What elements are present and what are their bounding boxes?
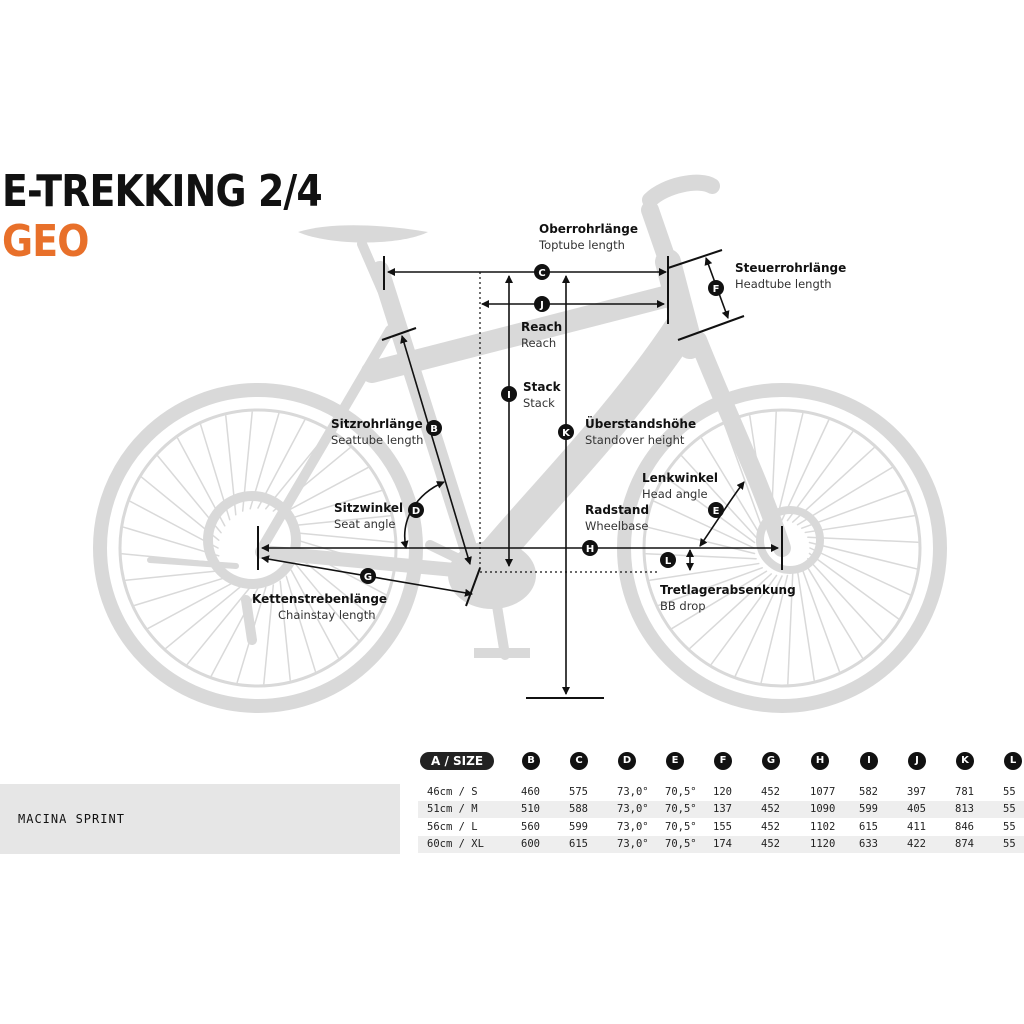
value-cell-e: 70,5° (665, 821, 697, 833)
column-header-g: G (762, 752, 780, 770)
fork (698, 340, 782, 548)
size-cell: 60cm / XL (427, 838, 484, 850)
marker-g (360, 568, 376, 584)
value-cell-e: 70,5° (665, 786, 697, 798)
value-cell-i: 599 (859, 803, 878, 815)
value-cell-k: 846 (955, 821, 974, 833)
value-cell-k: 781 (955, 786, 974, 798)
marker-c (534, 264, 550, 280)
value-cell-l: 55 (1003, 786, 1016, 798)
label-toptube: Oberrohrlänge Toptube length (539, 222, 638, 252)
marker-b (426, 420, 442, 436)
svg-text:E: E (712, 506, 720, 517)
value-cell-j: 405 (907, 803, 926, 815)
value-cell-i: 615 (859, 821, 878, 833)
value-cell-f: 120 (713, 786, 732, 798)
value-cell-h: 1120 (810, 838, 836, 850)
column-header-f: F (714, 752, 732, 770)
page-subtitle: GEO (2, 216, 89, 267)
marker-f (708, 280, 724, 296)
label-reach: Reach Reach (521, 320, 563, 350)
value-cell-b: 560 (521, 821, 540, 833)
value-cell-j: 397 (907, 786, 926, 798)
value-cell-g: 452 (761, 786, 780, 798)
svg-text:D: D (411, 506, 421, 517)
value-cell-g: 452 (761, 838, 780, 850)
value-cell-k: 874 (955, 838, 974, 850)
value-cell-c: 615 (569, 838, 588, 850)
svg-text:B: B (430, 424, 438, 435)
value-cell-j: 411 (907, 821, 926, 833)
value-cell-l: 55 (1003, 838, 1016, 850)
svg-text:C: C (538, 268, 546, 279)
svg-text:G: G (363, 572, 373, 583)
value-cell-g: 452 (761, 803, 780, 815)
value-cell-e: 70,5° (665, 803, 697, 815)
column-header-i: I (860, 752, 878, 770)
column-header-e: E (666, 752, 684, 770)
svg-text:K: K (562, 428, 570, 439)
value-cell-k: 813 (955, 803, 974, 815)
value-cell-c: 575 (569, 786, 588, 798)
value-cell-b: 510 (521, 803, 540, 815)
label-stack: Stack Stack (523, 380, 561, 410)
model-name: MACINA SPRINT (18, 812, 125, 826)
page-title: E-TREKKING 2/4 (2, 166, 322, 217)
label-seattube: Sitzrohrlänge Seattube length (331, 417, 424, 447)
column-header-l: L (1004, 752, 1022, 770)
size-column-header: A / SIZE (420, 752, 494, 770)
value-cell-j: 422 (907, 838, 926, 850)
marker-i (501, 386, 517, 402)
label-seatangle: Sitzwinkel Seat angle (334, 501, 404, 531)
label-standover: Überstandshöhe Standover height (585, 417, 697, 447)
value-cell-h: 1090 (810, 803, 836, 815)
size-cell: 56cm / L (427, 821, 478, 833)
value-cell-h: 1077 (810, 786, 836, 798)
column-header-d: D (618, 752, 636, 770)
value-cell-b: 600 (521, 838, 540, 850)
marker-l (660, 552, 676, 568)
value-cell-h: 1102 (810, 821, 836, 833)
value-cell-l: 55 (1003, 821, 1016, 833)
value-cell-e: 70,5° (665, 838, 697, 850)
label-headangle: Lenkwinkel Head angle (642, 471, 718, 501)
label-headtube: Steuerrohrlänge Headtube length (735, 261, 847, 291)
label-wheelbase: Radstand Wheelbase (585, 503, 650, 533)
column-header-c: C (570, 752, 588, 770)
label-bbdrop: Tretlagerabsenkung BB drop (660, 583, 796, 613)
size-cell: 46cm / S (427, 786, 478, 798)
value-cell-c: 588 (569, 803, 588, 815)
value-cell-i: 582 (859, 786, 878, 798)
value-cell-d: 73,0° (617, 838, 649, 850)
marker-e (708, 502, 724, 518)
value-cell-c: 599 (569, 821, 588, 833)
value-cell-f: 137 (713, 803, 732, 815)
label-chainstay: Kettenstrebenlänge Chainstay length (252, 592, 388, 622)
value-cell-d: 73,0° (617, 821, 649, 833)
value-cell-b: 460 (521, 786, 540, 798)
marker-k (558, 424, 574, 440)
marker-j (534, 296, 550, 312)
svg-text:H: H (585, 544, 595, 555)
value-cell-f: 155 (713, 821, 732, 833)
column-header-k: K (956, 752, 974, 770)
size-cell: 51cm / M (427, 803, 478, 815)
value-cell-i: 633 (859, 838, 878, 850)
value-cell-g: 452 (761, 821, 780, 833)
column-header-j: J (908, 752, 926, 770)
value-cell-d: 73,0° (617, 786, 649, 798)
marker-d (408, 502, 424, 518)
svg-text:I: I (507, 390, 511, 401)
value-cell-l: 55 (1003, 803, 1016, 815)
stem (650, 210, 668, 262)
column-header-h: H (811, 752, 829, 770)
svg-text:J: J (540, 300, 544, 311)
marker-h (582, 540, 598, 556)
svg-text:F: F (712, 284, 720, 295)
column-header-b: B (522, 752, 540, 770)
value-cell-d: 73,0° (617, 803, 649, 815)
handlebar (650, 183, 712, 200)
value-cell-f: 174 (713, 838, 732, 850)
svg-text:L: L (664, 556, 672, 567)
